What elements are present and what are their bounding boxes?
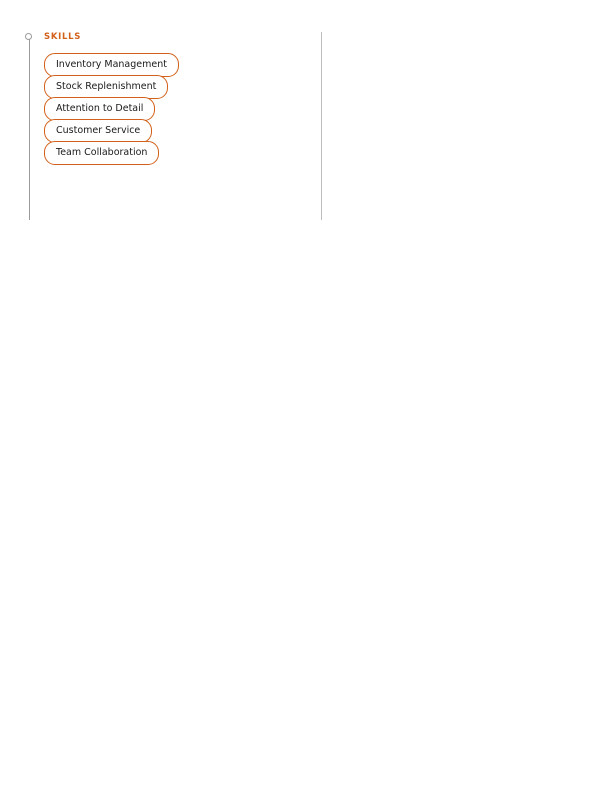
list-item [44,74,304,96]
skill-tag: Team Collaboration [44,141,159,165]
skill-tag: Stock Replenishment [44,75,168,99]
timeline-marker-icon [25,33,32,40]
list-item [44,96,304,118]
column-divider [321,32,322,220]
list-item [44,118,304,140]
timeline-axis [29,36,30,220]
skill-tag: Attention to Detail [44,97,155,121]
list-item [44,52,304,74]
skill-tag: Customer Service [44,119,152,143]
page-title: SKILLS [44,32,82,42]
skills-list [44,52,304,162]
skill-tag: Inventory Management [44,53,179,77]
list-item [44,140,304,162]
